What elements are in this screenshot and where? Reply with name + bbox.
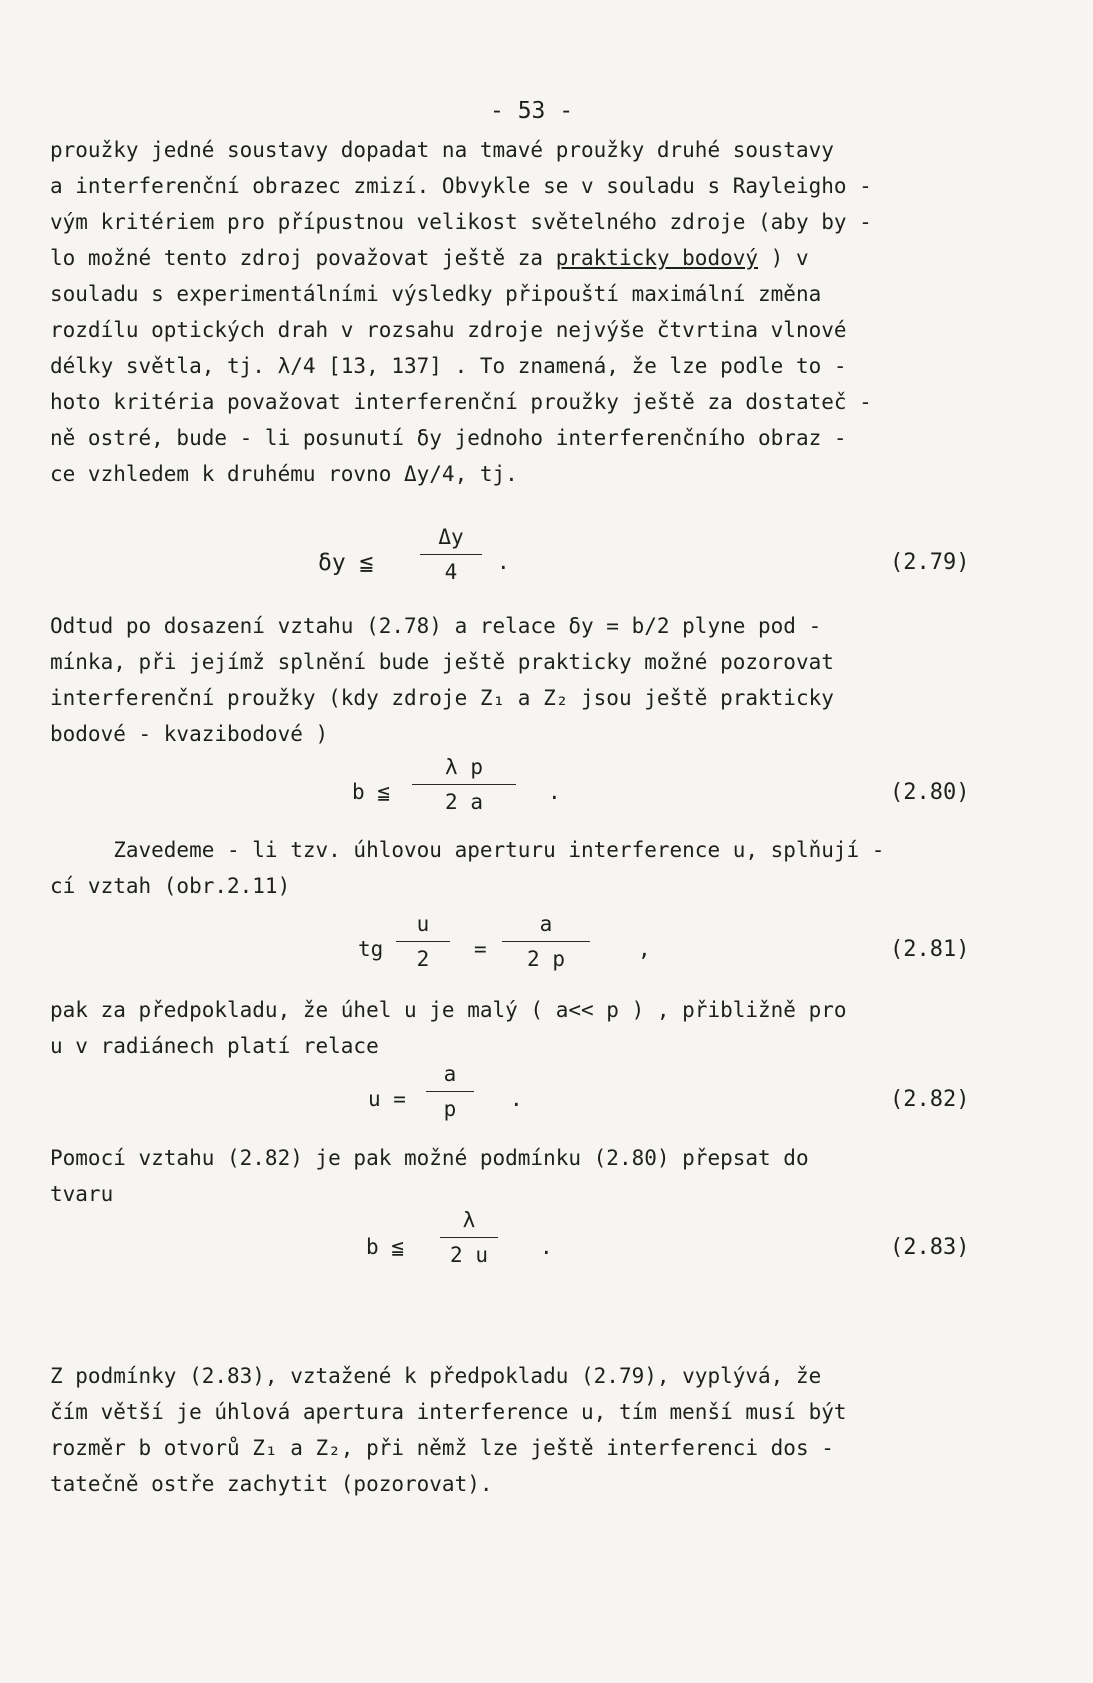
text-line: mínka, při jejímž splnění bude ještě prakticky možné pozorovat [50, 650, 834, 674]
text-line: ce vzhledem k druhému rovno Δy/4, tj. [50, 462, 518, 486]
text-line: čím větší je úhlová apertura interference u, tím menší musí být [50, 1400, 847, 1424]
denominator: p [443, 1097, 457, 1121]
text-line: Odtud po dosazení vztahu (2.78) a relace δy = b/2 plyne pod - [50, 614, 822, 638]
text-line: hoto kritéria považovat interferenční proužky ještě za dostateč - [50, 390, 872, 414]
paragraph-2 [50, 608, 1025, 752]
denominator: 4 [444, 560, 458, 584]
equation-lhs: δy ≦ [318, 550, 374, 576]
equation-number: (2.82) [890, 1087, 970, 1112]
paragraph-6 [50, 1358, 1025, 1502]
fraction [396, 909, 450, 974]
paragraph-1 [50, 132, 1025, 492]
fraction [502, 909, 590, 974]
text-line: délky světla, tj. λ/4 [13, 137] . To znamená, že lze podle to - [50, 354, 847, 378]
text-line: ně ostré, bude - li posunutí δy jednoho interferenčního obraz - [50, 426, 847, 450]
equals-sign: = [474, 937, 487, 961]
text-line: tvaru [50, 1182, 114, 1206]
paragraph-5 [50, 1140, 1025, 1212]
text-line: proužky jedné soustavy dopadat na tmavé proužky druhé soustavy [50, 138, 834, 162]
denominator: 2 p [527, 947, 565, 971]
denominator: 2 a [445, 790, 483, 814]
fraction-bar [426, 1091, 474, 1092]
equation-lhs: b ≦ [366, 1235, 404, 1259]
numerator: a [539, 912, 553, 936]
equation-number: (2.83) [890, 1235, 970, 1260]
equation-tail: . [497, 550, 510, 574]
equation-tail: . [548, 780, 561, 804]
text-line: cí vztah (obr.2.11) [50, 874, 291, 898]
text-line: rozměr b otvorů Z₁ a Z₂, při němž lze ještě interferenci dos - [50, 1436, 834, 1460]
equation-lhs: tg [358, 937, 384, 961]
fraction-bar [396, 941, 450, 942]
denominator: 2 u [450, 1243, 488, 1267]
text-line: Zavedeme - li tzv. úhlovou aperturu interference u, splňují - [50, 838, 885, 862]
fraction [412, 752, 516, 817]
numerator: u [416, 912, 430, 936]
numerator: a [443, 1062, 457, 1086]
equation-tail: . [510, 1087, 523, 1111]
equation-number: (2.79) [890, 550, 970, 575]
fraction-bar [440, 1237, 498, 1238]
fraction [420, 522, 482, 587]
text-line: pak za předpokladu, že úhel u je malý ( a<< p ) , přibližně pro [50, 998, 847, 1022]
equation-lhs: b ≦ [352, 780, 390, 804]
equation-tail: , [638, 937, 651, 961]
text-line: souladu s experimentálními výsledky připouští maximální změna [50, 282, 822, 306]
fraction-bar [420, 554, 482, 555]
fraction [426, 1059, 474, 1124]
paragraph-3 [50, 832, 1025, 904]
text-line: Pomocí vztahu (2.82) je pak možné podmínku (2.80) přepsat do [50, 1146, 809, 1170]
underlined-phrase: prakticky bodový [555, 246, 759, 270]
numerator: Δy [438, 525, 464, 549]
denominator: 2 [416, 947, 430, 971]
equation-tail: . [540, 1235, 553, 1259]
text-line: bodové - kvazibodové ) [50, 722, 329, 746]
text-line: Z podmínky (2.83), vztažené k předpokladu (2.79), vyplývá, že [50, 1364, 822, 1388]
text-line: u v radiánech platí relace [50, 1034, 379, 1058]
text-line: a interferenční obrazec zmizí. Obvykle se v souladu s Rayleigho - [50, 174, 872, 198]
fraction-bar [412, 784, 516, 785]
text-line: lo možné tento zdroj považovat ještě za prakticky bodový ) v [50, 246, 809, 270]
paragraph-4 [50, 992, 1025, 1064]
equation-number: (2.80) [890, 780, 970, 805]
text-line: vým kritériem pro přípustnou velikost světelného zdroje (aby by - [50, 210, 872, 234]
fraction-bar [502, 941, 590, 942]
text-line: tatečně ostře zachytit (pozorovat). [50, 1472, 493, 1496]
text-line: rozdílu optických drah v rozsahu zdroje nejvýše čtvrtina vlnové [50, 318, 847, 342]
page-number: - 53 - [490, 98, 574, 124]
fraction [440, 1205, 498, 1270]
numerator: λ [462, 1208, 476, 1232]
numerator: λ p [445, 755, 483, 779]
text-line: interferenční proužky (kdy zdroje Z₁ a Z₂ jsou ještě prakticky [50, 686, 834, 710]
equation-number: (2.81) [890, 937, 970, 962]
equation-lhs: u = [368, 1087, 406, 1111]
